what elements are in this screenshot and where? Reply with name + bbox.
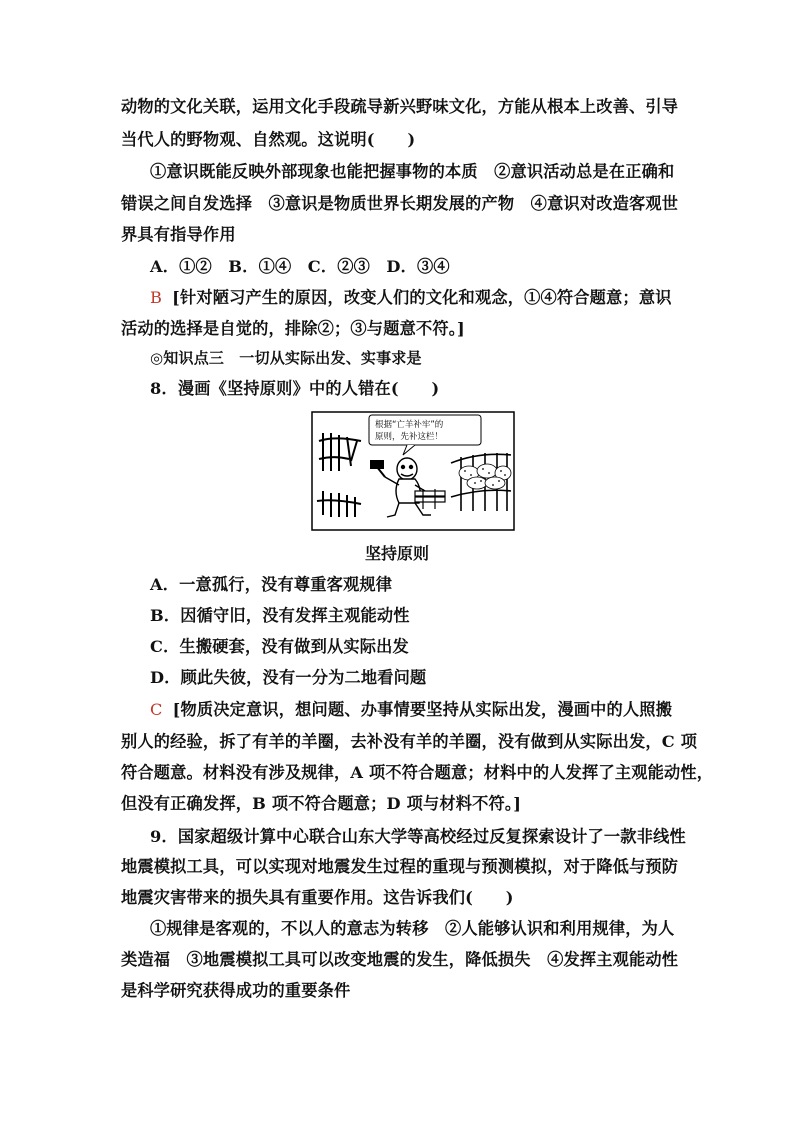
- q8-explanation-line-1: [150, 699, 672, 721]
- q8-stem: 8．漫画《坚持原则》中的人错在( ): [150, 379, 440, 398]
- bubble-text-2: 原则，先补这栏！: [375, 432, 444, 442]
- section-title: ◎知识点三 一切从实际出发、实事求是: [150, 349, 422, 367]
- cartoon-caption: 坚持原则: [364, 544, 429, 563]
- q8-explanation-line-3: 符合题意。材料没有涉及规律，A 项不符合题意；材料中的人发挥了主观能动性，: [121, 763, 714, 782]
- q8-option-d: D．顾此失彼，没有一分为二地看问题: [150, 668, 427, 687]
- q8-option-b: B．因循守旧，没有发挥主观能动性: [150, 606, 410, 625]
- q7-explanation-text-1: [针对陋习产生的原因，改变人们的文化和观念，①④符合题意；意识: [172, 288, 672, 307]
- q7-option-line-2: 错误之间自发选择 ③意识是物质世界长期发展的产物 ④意识对改造客观世: [121, 194, 679, 213]
- q9-stem-line-2: 地震模拟工具，可以实现对地震发生过程的重现与预测模拟，对于降低与预防: [121, 857, 679, 876]
- q9-stem-line-3: 地震灾害带来的损失具有重要作用。这告诉我们( ): [121, 888, 514, 907]
- q7-choices: A．①② B．①④ C．②③ D．③④: [150, 257, 450, 276]
- q8-option-a: A．一意孤行，没有尊重客观规律: [150, 575, 393, 594]
- q7-option-line-1: ①意识既能反映外部现象也能把握事物的本质 ②意识活动总是在正确和: [150, 162, 675, 181]
- q7-explanation-line-2: 活动的选择是自觉的，排除②；③与题意不符。]: [121, 319, 465, 338]
- cartoon-image: [311, 411, 515, 531]
- q8-explanation-line-4: 但没有正确发挥，B 项不符合题意；D 项与材料不符。]: [121, 794, 522, 813]
- q8-explanation-text-1: [物质决定意识，想问题、办事情要坚持从实际出发，漫画中的人照搬: [172, 700, 673, 719]
- q8-answer: C: [150, 700, 163, 719]
- q7-explanation-line-1: [150, 287, 672, 309]
- q9-stem-line-1: 9．国家超级计算中心联合山东大学等高校经过反复探索设计了一款非线性: [150, 827, 686, 846]
- q7-stem-line-2: 当代人的野物观、自然观。这说明( ): [121, 130, 416, 149]
- bubble-text-1: 根据“亡羊补牢”的: [375, 420, 444, 430]
- q9-option-line-1: ①规律是客观的，不以人的意志为转移 ②人能够认识和利用规律，为人: [150, 919, 675, 938]
- q7-option-line-3: 界具有指导作用: [121, 225, 236, 244]
- q9-option-line-3: 是科学研究获得成功的重要条件: [121, 981, 351, 1000]
- q7-answer: B: [150, 288, 163, 307]
- q9-option-line-2: 类造福 ③地震模拟工具可以改变地震的发生，降低损失 ④发挥主观能动性: [121, 950, 679, 969]
- q7-stem-line-1: 动物的文化关联，运用文化手段疏导新兴野味文化，方能从根本上改善、引导: [121, 97, 679, 116]
- q8-explanation-line-2: 别人的经验，拆了有羊的羊圈，去补没有羊的羊圈，没有做到从实际出发，C 项: [121, 732, 698, 751]
- q8-option-c: C．生搬硬套，没有做到从实际出发: [150, 637, 409, 656]
